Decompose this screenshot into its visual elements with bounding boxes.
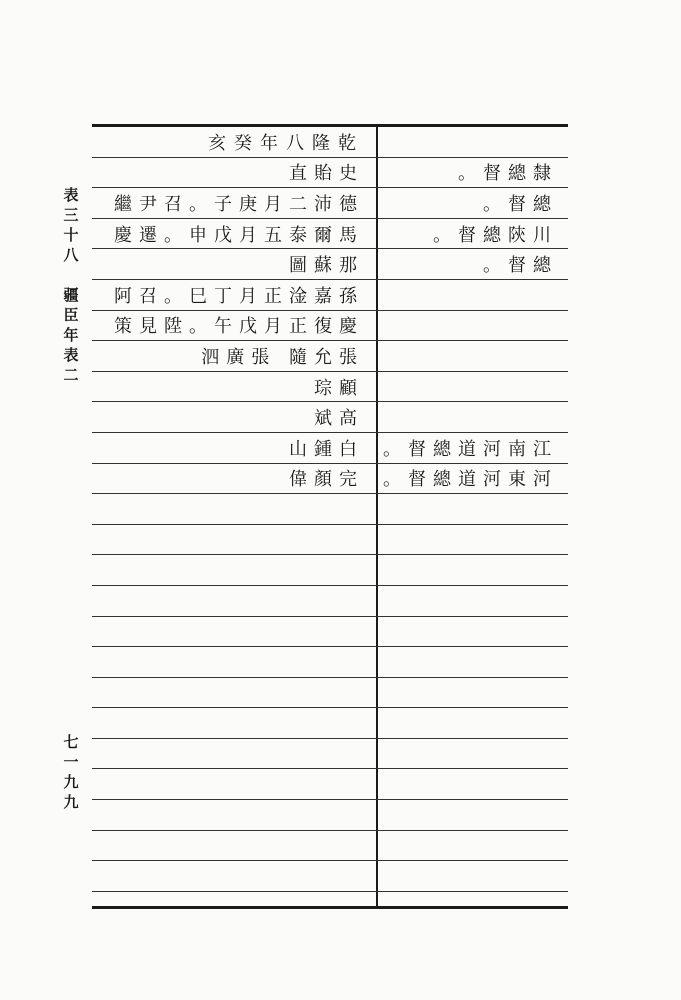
official-cell [92,219,376,249]
post-text: 總督。 [483,255,558,277]
official-text: 乾隆八年癸亥 [208,132,364,154]
official-cell [92,739,376,769]
official-text: 高斌 [314,408,364,430]
post-cell [382,188,568,218]
post-cell [382,158,568,188]
table-row [92,525,568,556]
table-row [92,219,568,250]
table-rows [92,127,568,892]
post-cell [382,433,568,463]
side-title-char: 十 [63,226,79,244]
side-title [58,185,84,385]
official-cell [92,280,376,310]
table-row [92,464,568,495]
table-row [92,708,568,739]
official-cell [92,769,376,799]
official-cell [92,158,376,188]
side-title-char: 八 [63,246,79,264]
table-row [92,861,568,892]
official-text: 孫嘉淦正月丁巳。召阿 [114,285,364,307]
table-row [92,402,568,433]
side-title-char: 年 [63,326,79,344]
post-text: 河東河道總督。 [383,469,558,491]
official-cell [92,678,376,708]
official-cell [92,831,376,861]
post-text: 總督。 [483,193,558,215]
official-text: 完顏偉 [289,469,364,491]
post-cell [382,464,568,494]
post-cell [382,280,568,310]
post-cell [382,311,568,341]
official-text: 史貽直 [289,163,364,185]
post-cell [382,494,568,524]
table-row [92,800,568,831]
table-row [92,249,568,280]
table-row [92,433,568,464]
official-cell [92,341,376,371]
official-cell [92,311,376,341]
official-cell [92,372,376,402]
side-title-gap [58,265,84,285]
official-text: 德沛二月庚子。召尹繼 [114,193,364,215]
official-cell [92,586,376,616]
table-row [92,555,568,586]
post-text: 川陝總督。 [433,224,558,246]
official-text: 張允隨 張廣泗 [201,346,364,368]
post-cell [382,127,568,157]
side-title-char: 三 [63,206,79,224]
official-cell [92,555,376,585]
post-cell [382,678,568,708]
official-text: 那蘇圖 [289,255,364,277]
official-cell [92,188,376,218]
table-row [92,678,568,709]
table-row [92,647,568,678]
official-text: 馬爾泰五月戊申。遷慶 [114,224,364,246]
post-cell [382,341,568,371]
official-text: 顧琮 [314,377,364,399]
post-cell [382,402,568,432]
page-number-char: 九 [63,793,79,811]
side-title-char: 臣 [63,306,79,324]
official-cell [92,647,376,677]
official-cell [92,525,376,555]
table-row [92,372,568,403]
official-cell [92,433,376,463]
post-cell [382,525,568,555]
official-text: 慶復正月戊午。陞見策 [114,316,364,338]
side-title-char: 表 [63,186,79,204]
post-cell [382,708,568,738]
post-cell [382,800,568,830]
official-cell [92,861,376,891]
bottom-rule [92,906,568,909]
side-title-char: 表 [63,346,79,364]
table-row [92,188,568,219]
post-text: 江南河道總督。 [383,438,558,460]
table-row [92,494,568,525]
official-cell [92,249,376,279]
official-cell [92,494,376,524]
official-cell [92,127,376,157]
post-cell [382,647,568,677]
post-cell [382,739,568,769]
table-row [92,127,568,158]
table-row [92,739,568,770]
post-cell [382,861,568,891]
post-text: 隸總督。 [458,163,558,185]
table-row [92,280,568,311]
table-row [92,831,568,862]
official-cell [92,402,376,432]
post-cell [382,831,568,861]
page-number-char: 一 [63,753,79,771]
post-cell [382,586,568,616]
table-row [92,769,568,800]
table-row [92,158,568,189]
table-row [92,586,568,617]
table-frame [92,124,568,909]
side-title-char: 二 [63,366,79,384]
official-text: 白鍾山 [289,438,364,460]
post-cell [382,617,568,647]
table-row [92,311,568,342]
post-cell [382,555,568,585]
post-cell [382,769,568,799]
page-number [58,732,84,812]
post-cell [382,219,568,249]
official-cell [92,464,376,494]
post-cell [382,372,568,402]
official-cell [92,708,376,738]
post-cell [382,249,568,279]
page-number-char: 七 [63,733,79,751]
official-cell [92,617,376,647]
table-row [92,617,568,648]
table-row [92,341,568,372]
page-number-char: 九 [63,773,79,791]
official-cell [92,800,376,830]
side-title-char: 疆 [63,286,79,304]
